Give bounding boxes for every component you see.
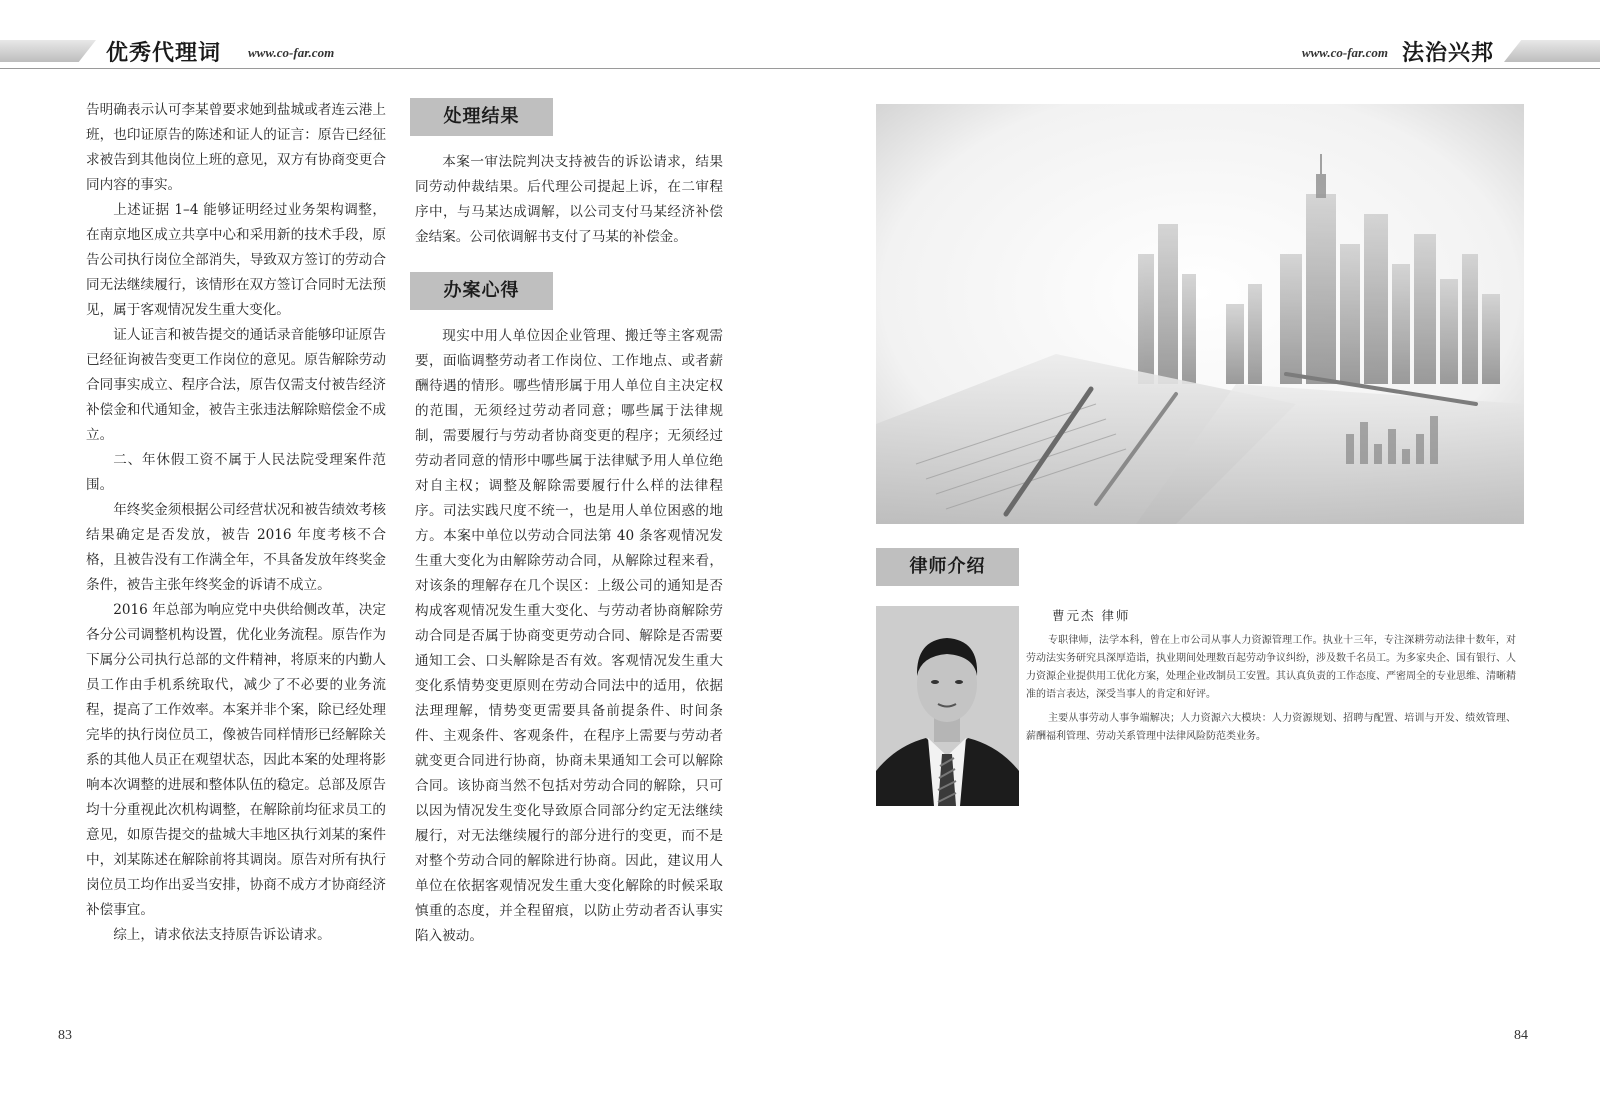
lawyer-heading: 律师介绍 [876,548,1019,586]
header-left [0,36,800,68]
lawyer-bio [1026,632,1516,746]
header-right-url: www.co-far.com [1301,45,1388,60]
column-b [415,98,723,949]
col-a-paragraph: 上述证据 1–4 能够证明经过业务架构调整，在南京地区成立共享中心和采用新的技术手段，原告公司执行岗位全部消失，导致双方签订的劳动合同无法继续履行，该情形在双方签订合同时无法预见，属于客观情况发生重大变化。 [86,202,386,318]
header-left-url: www.co-far.com [248,45,335,60]
header-right-band [1504,40,1600,62]
header-left-title: 优秀代理词 [106,41,222,66]
col-a-paragraph: 告明确表示认可李某曾要求她到盐城或者连云港上班，也印证原告的陈述和证人的证言：原告已经征求被告到其他岗位上班的意见，双方有协商变更合同内容的事实。 [86,102,386,193]
column-a [86,98,386,948]
city-finance-illustration [876,104,1524,524]
col-a-paragraph: 2016 年总部为响应党中央供给侧改革，决定各分公司调整机构设置，优化业务流程。原告作为下属分公司执行总部的文件精神，将原来的内勤人员工作由手机系统取代，减少了不必要的业务流程，提高了工作效率。本案并非个案，除已经处理完毕的执行岗位员工，像被告同样情形已经解除关系的其他人员正在观望状态，因此本案的处理将影响本次调整的进展和整体队伍的稳定。总部及原告均十分重视此次机构调整，在解除前均征求员工的意见，如原告提交的盐城大丰地区执行刘某的案件中，刘某陈述在解除前将其调岗。原告对所有执行岗位员工均作出妥当安排，协商不成方才协商经济补偿事宜。 [86,602,386,918]
page-number-left: 83 [58,1028,72,1043]
header-left-rule [0,68,800,69]
header-right-title: 法治兴邦 [1401,41,1494,66]
result-text: 本案一审法院判决支持被告的诉讼请求，结果同劳动仲裁结果。后代理公司提起上诉，在二审程序中，与马某达成调解，以公司支付马某经济补偿金结案。公司依调解书支付了马某的补偿金。 [415,154,723,245]
lawyer-name: 曹元杰 律师 [1052,608,1131,623]
col-a-paragraph: 证人证言和被告提交的通话录音能够印证原告已经征询被告变更工作岗位的意见。原告解除劳动合同事实成立、程序合法，原告仅需支付被告经济补偿金和代通知金，被告主张违法解除赔偿金不成立。 [86,327,386,443]
page-number-right: 84 [1514,1028,1528,1043]
insight-text: 现实中用人单位因企业管理、搬迁等主客观需要，面临调整劳动者工作岗位、工作地点、或者薪酬待遇的情形。哪些情形属于用人单位自主决定权的范围，无须经过劳动者同意；哪些属于法律规制，需要履行与劳动者协商变更的程序；无须经过劳动者同意的情形中哪些属于法律赋予用人单位绝对自主权；调整及解除需要履行什么样的法律程序。司法实践尺度不统一，也是用人单位困惑的地方。本案中单位以劳动合同法第 40 条客观情况发生重大变化为由解除劳动合同，从解除过程来看，对该条的理解存在几个误区：上级公司的通知是否构成客观情况发生重大变化、与劳动者协商解除劳动合同是否属于协商变更劳动合同、解除是否需要通知工会、口头解除是否有效。客观情况发生重大变化系情势变更原则在劳动合同法中的适用，依据法理理解，情势变更需要具备前提条件、时间条件、主观条件、客观条件，在程序上需要与劳动者就变更合同进行协商，协商未果通知工会可以解除合同。该协商当然不包括对劳动合同的解除，只可以因为情况发生变化导致原合同部分约定无法继续履行，对无法继续履行的部分进行的变更，而不是对整个劳动合同的解除进行协商。因此，建议用人单位在依据客观情况发生重大变化解除的时候采取慎重的态度，并全程留痕，以防止劳动者否认事实陷入被动。 [415,328,723,944]
header-right-rule [800,68,1600,69]
col-a-paragraph: 综上，请求依法支持原告诉讼请求。 [113,927,331,943]
lawyer-bio-paragraph: 专职律师，法学本科，曾在上市公司从事人力资源管理工作。执业十三年，专注深耕劳动法律十数年，对劳动法实务研究具深厚造诣，执业期间处理数百起劳动争议纠纷，涉及数千名员工。为多家央企、国有银行、人力资源企业提供用工优化方案，处理企业改制员工安置。其认真负责的工作态度、严密周全的专业思维、清晰精准的语言表达，深受当事人的肯定和好评。 [1026,635,1516,700]
insight-heading: 办案心得 [410,272,553,310]
col-a-paragraph: 年终奖金须根据公司经营状况和被告绩效考核结果确定是否发放，被告 2016 年度考核不合格，且被告没有工作满全年，不具备发放年终奖金条件，被告主张年终奖金的诉请不成立。 [86,502,386,593]
lawyer-portrait [876,606,1019,806]
col-a-paragraph: 二、年休假工资不属于人民法院受理案件范围。 [86,452,386,493]
header-right [800,36,1600,68]
lawyer-bio-paragraph: 主要从事劳动人事争端解决；人力资源六大模块：人力资源规划、招聘与配置、培训与开发、绩效管理、薪酬福利管理、劳动关系管理中法律风险防范类业务。 [1026,713,1516,742]
result-heading: 处理结果 [410,98,553,136]
header-left-band [0,40,96,62]
